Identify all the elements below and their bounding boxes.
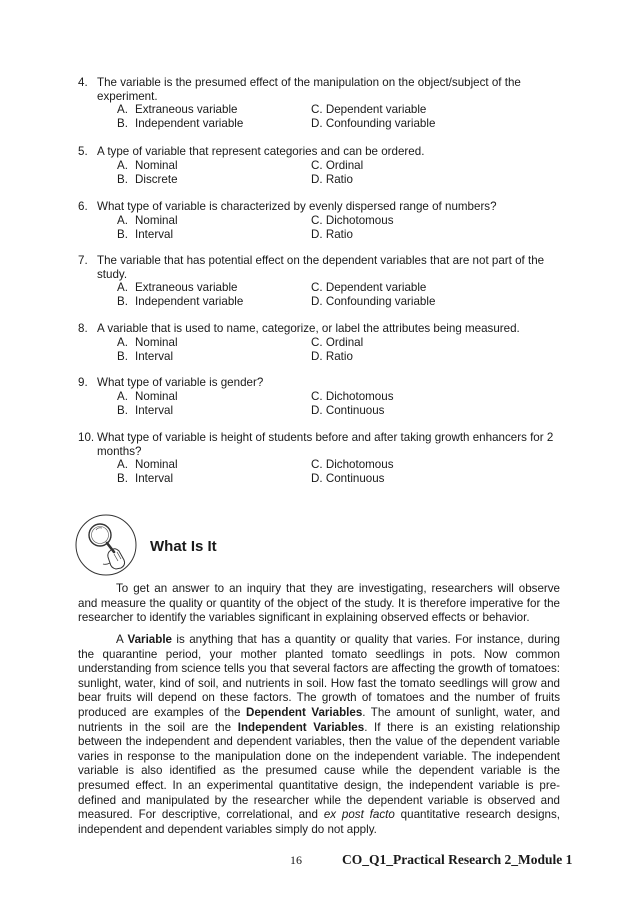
option-d: Ratio (325, 227, 353, 241)
variable-paragraph: A Variable is anything that has a quantity or quality that varies. For instance, during the quarantine period, your mother planted tomato seedlings in pots. Now common understanding from science tells you that several factors are affecting the growth of tomatoes: sunlight, water, kind of soil, and nutrients in soil. How fast the tomato seedlings will grow and bear fruits will depend on these factors. The growth of tomatoes and the number of fruits produced are examples of the Dependent Variables. The amount of sunlight, water, and nutrients in the soil are the Independent Variables. If there is an existing relationship between the independent and dependent variables, then the value of the dependent variable varies in response to the manipulation done on the independent variable. The independent variable is also identified as the presumed cause while the dependent variable is the presumed effect. In an experimental quantitative design, the independent variable is pre-defined and manipulated by the researcher while the dependent variable is observed and measured. For descriptive, correlational, and ex post facto quantitative research designs, independent and dependent variables simply do not apply. (78, 633, 560, 836)
option-a: Nominal (135, 335, 178, 349)
option-d: Confounding variable (325, 295, 436, 309)
option-d: Ratio (325, 172, 353, 186)
option-c: Dichotomous (325, 213, 394, 227)
term-variable: Variable (127, 633, 172, 646)
option-a: Nominal (135, 389, 178, 403)
option-c: Ordinal (325, 335, 364, 349)
option-d: Confounding variable (325, 117, 436, 131)
question-stem: What type of variable is gender? (97, 376, 264, 389)
question-9 (78, 376, 560, 418)
question-options: A. Nominal C. Ordinal B. Discrete D. Ratio (117, 158, 364, 186)
magnifying-glass-icon (74, 513, 138, 577)
option-a: Nominal (135, 158, 178, 172)
question-10 (78, 431, 560, 486)
option-c: Dichotomous (325, 389, 394, 403)
option-a: Extraneous variable (135, 281, 238, 295)
question-options: A. Nominal C. Ordinal B. Interval D. Ratio (117, 335, 364, 363)
option-c: Dichotomous (325, 458, 394, 472)
question-number: 10. (78, 431, 95, 444)
option-c: Dependent variable (325, 281, 427, 295)
question-number: 9. (78, 376, 88, 389)
question-options: A. Nominal C. Dichotomous B. Interval D. Continuous (117, 389, 394, 417)
question-5 (78, 145, 560, 187)
intro-paragraph: To get an answer to an inquiry that they are investigating, researchers will observe and measure the quality or quantity of the object of the study. It is therefore imperative for the researcher to identify the variables significant in explaining observed effects or behavior. (78, 582, 560, 625)
section-title: What Is It (150, 538, 217, 555)
question-options: A. Nominal C. Dichotomous B. Interval D. Ratio (117, 213, 394, 241)
question-number: 8. (78, 322, 88, 335)
option-d: Continuous (325, 403, 385, 417)
question-7 (78, 254, 560, 309)
question-options: A. Nominal C. Dichotomous B. Interval D. Continuous (117, 458, 394, 486)
question-4 (78, 76, 560, 131)
option-b: Independent variable (135, 117, 244, 131)
option-b: Interval (135, 472, 174, 486)
term-independent-variables: Independent Variables (237, 720, 365, 734)
question-number: 4. (78, 76, 88, 89)
option-c: Ordinal (325, 158, 364, 172)
question-6 (78, 200, 560, 242)
option-a: Nominal (135, 213, 178, 227)
term-ex-post-facto: ex post facto (323, 808, 395, 822)
option-d: Ratio (325, 349, 353, 363)
question-stem: A variable that is used to name, categorize, or label the attributes being measured. (97, 322, 520, 335)
term-dependent-variables: Dependent Variables (245, 705, 363, 719)
question-number: 5. (78, 145, 88, 158)
question-number: 6. (78, 200, 88, 213)
option-a: Extraneous variable (135, 103, 238, 117)
option-b: Independent variable (135, 295, 244, 309)
question-8 (78, 322, 560, 364)
option-b: Interval (135, 349, 174, 363)
question-stem: The variable that has potential effect on the dependent variables that are not part of the study. (97, 254, 545, 281)
question-stem: What type of variable is height of students before and after taking growth enhancers for 2 months? (97, 431, 554, 458)
option-b: Interval (135, 227, 174, 241)
option-b: Interval (135, 403, 174, 417)
question-stem: The variable is the presumed effect of the manipulation on the object/subject of the experiment. (97, 76, 521, 103)
option-a: Nominal (135, 458, 178, 472)
option-c: Dependent variable (325, 103, 427, 117)
question-stem: What type of variable is characterized by evenly dispersed range of numbers? (97, 200, 497, 213)
option-b: Discrete (135, 172, 178, 186)
question-options: A. Extraneous variable C. Dependent variable B. Independent variable D. Confounding variable (117, 281, 436, 309)
option-d: Continuous (325, 472, 385, 486)
page-number: 16 (290, 853, 302, 867)
module-code: CO_Q1_Practical Research 2_Module 1 (342, 852, 573, 867)
question-number: 7. (78, 254, 88, 267)
question-stem: A type of variable that represent categories and can be ordered. (97, 145, 425, 158)
question-options: A. Extraneous variable C. Dependent variable B. Independent variable D. Confounding variable (117, 103, 436, 131)
